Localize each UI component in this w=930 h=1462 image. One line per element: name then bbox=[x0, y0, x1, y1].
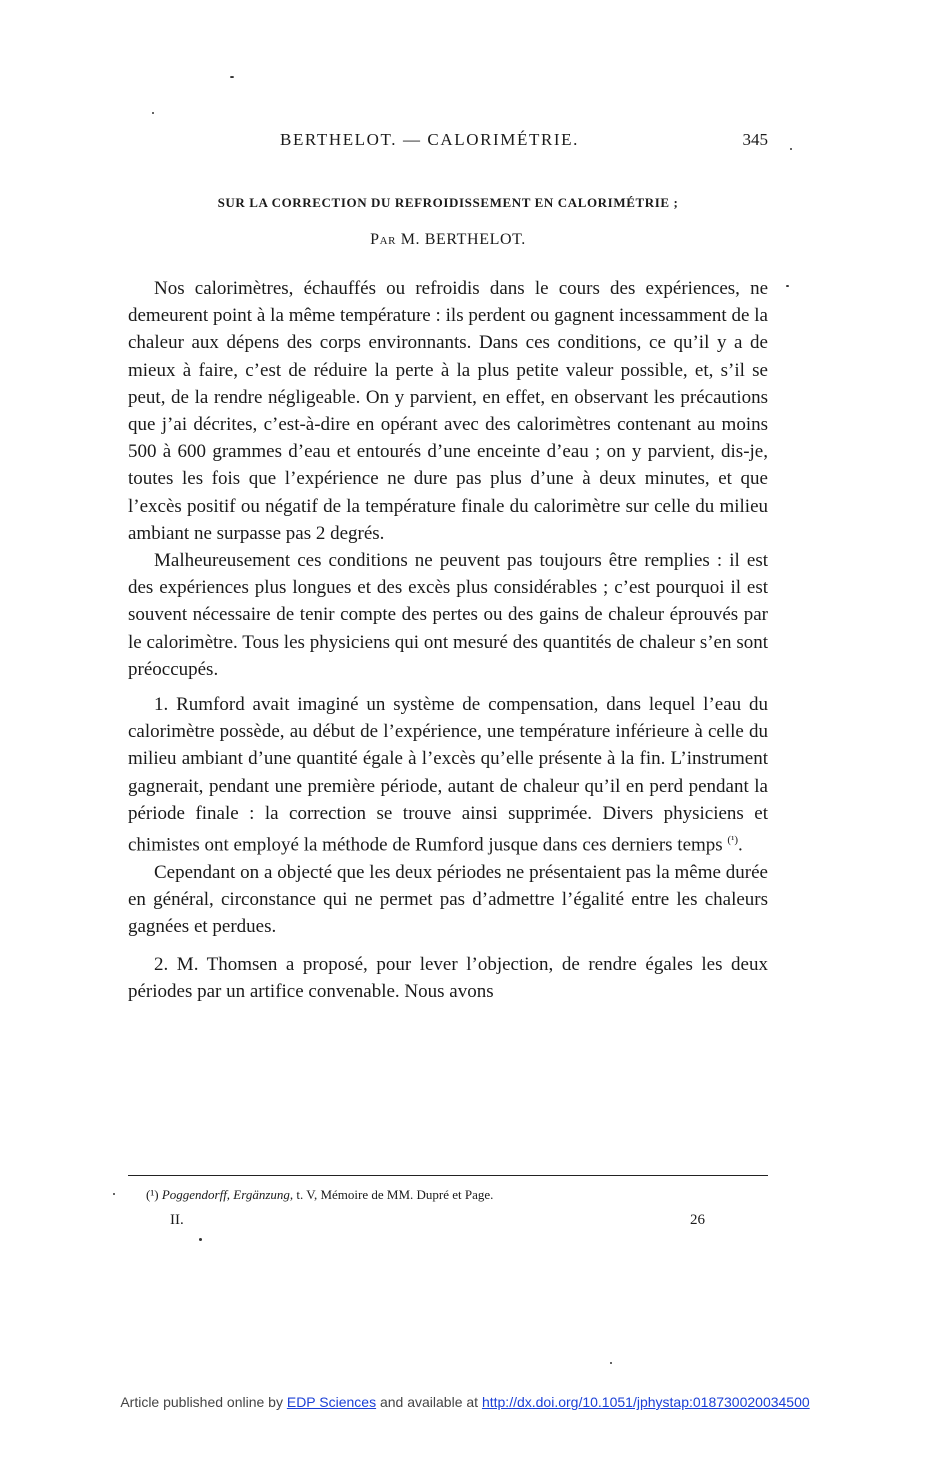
scan-speck bbox=[786, 285, 789, 287]
paragraph: Malheureusement ces conditions ne peuvent pas toujours être remplies : il est des expériences plus longues et des excès plus considérables ; c’est pourquoi il est souvent nécessaire de tenir compte des pertes ou des gains de chaleur éprouvés par le calorimètre. Tous les physiciens qui ont mesuré des quantités de chaleur s’en sont préoccupés. bbox=[128, 550, 768, 680]
paragraph-end: . bbox=[738, 834, 743, 856]
paragraph: 2. M. Thomsen a proposé, pour lever l’objection, de rendre égales les deux périodes par un artifice convenable. Nous avons bbox=[128, 954, 768, 1003]
scan-speck bbox=[790, 148, 792, 150]
footnote bbox=[146, 1187, 746, 1203]
publisher-note-prefix: Article published online by bbox=[120, 1394, 283, 1410]
byline-author: M. BERTHELOT. bbox=[400, 231, 526, 248]
paragraph: Cependant on a objecté que les deux périodes ne présentaient pas la même durée en général, circonstance qui ne permet pas d’admettre l’égalité entre les chaleurs gagnées et perdues. bbox=[128, 861, 768, 937]
paragraph bbox=[128, 691, 768, 859]
footnote-text: t. V, Mémoire de MM. Dupré et Page. bbox=[296, 1187, 494, 1202]
article-body bbox=[128, 275, 768, 1006]
scan-speck bbox=[199, 1238, 202, 1241]
scan-speck bbox=[610, 1362, 612, 1364]
publisher-note bbox=[0, 1394, 930, 1410]
paragraph: Nos calorimètres, échauffés ou refroidis dans le cours des expériences, ne demeurent point à la même température : ils perdent ou gagnent incessamment de la chaleur aux dépens des corps environnants. Dans ces conditions, ce qu’il y a de mieux à faire, c’est de réduire la perte à la plus petite valeur possible, et, s’il se peut, de la rendre négligeable. On y parvient, en effet, en observant les précautions que j’ai décrites, c’est-à-dire en opérant avec des calorimètres contenant au moins 500 à 600 grammes d’eau et entourés d’une enceinte d’eau ; on y parvient, dis-je, toutes les fois que l’expérience ne dure pas plus d’une à deux minutes, et que l’excès positif ou négatif de la température finale du calorimètre sur celle du milieu ambiant ne surpasse pas 2 degrés. bbox=[128, 278, 768, 544]
doi-link[interactable]: http://dx.doi.org/10.1051/jphystap:018730020034500 bbox=[481, 1394, 810, 1410]
article-title: SUR LA CORRECTION DU REFROIDISSEMENT EN CALORIMÉTRIE ; bbox=[217, 195, 679, 210]
scan-speck bbox=[230, 76, 234, 78]
publisher-link[interactable]: EDP Sciences bbox=[286, 1394, 377, 1410]
running-title: BERTHELOT. — CALORIMÉTRIE. bbox=[280, 130, 580, 149]
scan-speck bbox=[152, 112, 154, 114]
signature-sheet: 26 bbox=[690, 1212, 705, 1228]
scan-speck bbox=[113, 1193, 115, 1195]
byline bbox=[128, 231, 768, 249]
footnote-rule bbox=[128, 1175, 768, 1176]
signature-volume: II. bbox=[170, 1212, 184, 1228]
footnote-marker: (¹) bbox=[146, 1187, 159, 1202]
byline-prefix: Par bbox=[370, 231, 397, 248]
footnote-reference: (¹) bbox=[727, 834, 739, 847]
paragraph-text: 1. Rumford avait imaginé un système de compensation, dans lequel l’eau du calorimètre possède, au début de l’expérience, une température inférieure à celle du milieu ambiant d’une quantité égale à l’excès qu’elle présente à la fin. L’instrument gagnerait, pendant une première période, autant de chaleur qu’il en perd pendant la période finale : la correction se trouve ainsi supprimée. Divers physiciens et chimistes ont employé la méthode de Rumford jusque dans ces derniers temps bbox=[128, 694, 768, 856]
page-number: 345 bbox=[742, 130, 768, 149]
running-head bbox=[128, 130, 768, 154]
footnote-source: Poggendorff, Ergänzung, bbox=[161, 1187, 294, 1202]
publisher-note-middle: and available at bbox=[379, 1394, 479, 1410]
